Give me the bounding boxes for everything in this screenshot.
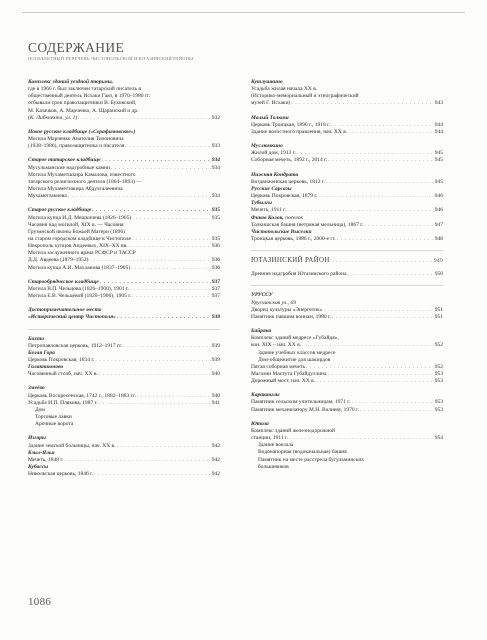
toc-entry[interactable] (28, 471, 220, 478)
toc-block (251, 328, 443, 385)
toc-entry[interactable] (251, 364, 443, 371)
toc-entry[interactable] (28, 165, 220, 172)
toc-heading-entry[interactable] (28, 207, 220, 214)
toc-heading: Старообрядческое кладбище (28, 278, 99, 285)
toc-entry[interactable] (251, 236, 443, 243)
toc-entry[interactable] (28, 257, 220, 264)
toc-entry[interactable] (251, 122, 443, 129)
toc-page-number: 953 (434, 406, 443, 413)
toc-entry-title: Могила В.П. Чельцова (1826–1900), 1901 г. (28, 285, 129, 292)
toc-block (251, 271, 443, 278)
toc-heading-entry[interactable] (28, 157, 220, 164)
toc-block (28, 79, 220, 122)
toc-entry[interactable] (251, 222, 443, 229)
toc-subitem: Дом-общежитие для шакирдов (258, 356, 331, 363)
toc-entry-title: Мечеть, 1911 г. (251, 207, 287, 214)
toc-entry-title: Пятая соборная мечеть (251, 363, 306, 370)
toc-entry-title: Могила купца И.Д. Мешкичева (1826–1905) (28, 214, 132, 221)
toc-entry-title: (К. Либкнехта, ул. 1) (28, 114, 78, 121)
toc-entry-title: Магазин Мастута Губайдуллина (251, 371, 327, 377)
toc-heading: Тубылгы (251, 200, 272, 207)
toc-entry[interactable] (28, 343, 220, 350)
toc-heading: Змеёво (28, 385, 45, 392)
top-rule (22, 12, 465, 13)
toc-entry-title: Мечеть, 1848 г. (28, 456, 64, 463)
toc-page-number: 934 (211, 193, 220, 200)
toc-entry[interactable] (28, 115, 220, 122)
toc-entry-title: Соборная мечеть, 1892 г., 2014 г. (251, 157, 328, 164)
toc-heading: Белая Гора (28, 349, 55, 356)
toc-heading: Чистопольские Выселки (251, 228, 312, 235)
toc-entry[interactable] (28, 393, 220, 400)
toc-block (28, 385, 220, 428)
toc-subitem: Здание учебных классов медресе (258, 349, 336, 356)
toc-page-number: 937 (211, 285, 220, 292)
toc-entry[interactable] (251, 179, 443, 186)
toc-subitem: Арочные ворота (35, 421, 74, 428)
toc-page-number: 943 (434, 100, 443, 107)
toc-entry[interactable] (251, 435, 443, 442)
toc-page-number: 953 (434, 371, 443, 377)
toc-heading: Новое русское кладбище («Серафимовское») (28, 128, 136, 135)
toc-page-number: 940 (211, 392, 220, 399)
toc-entry[interactable] (251, 378, 443, 385)
toc-entry-title: Памятник павшим воинам, 1980 г. (251, 313, 332, 320)
toc-heading: Каракашлы (251, 392, 280, 399)
toc-page-number: 951 (434, 306, 443, 313)
toc-page-number: 942 (211, 471, 220, 478)
toc-block (28, 336, 220, 379)
region-title: ЮТАЗИНСКИЙ РАЙОН (251, 256, 330, 265)
toc-page-number: 937 (211, 278, 220, 285)
toc-page-number: 954 (434, 435, 443, 442)
toc-subitem: Памятник на месте расстрела бугульминских (258, 456, 365, 463)
toc-entry[interactable] (28, 193, 220, 200)
toc-entry[interactable] (251, 207, 443, 214)
toc-entry-title: Дворец культуры «Энергетик» (251, 306, 323, 313)
toc-page-number: 946 (434, 193, 443, 200)
toc-heading: Русские Сарсазы (251, 185, 292, 192)
toc-page-number: 945 (434, 178, 443, 185)
toc-left-column (28, 79, 220, 485)
toc-entry-title: музей Г. Исхаки) (251, 100, 291, 107)
toc-block (28, 129, 220, 150)
toc-heading-suffix: поселок (283, 214, 304, 221)
toc-line: отбывали срок правозащитники В. Буковский, (28, 100, 137, 107)
toc-entry-title: Некрополь купцов Андеевых, XIX–XX вв. (28, 243, 128, 250)
toc-page-number: 952 (434, 363, 443, 370)
toc-heading: Изгары (28, 435, 46, 442)
toc-line: М. Казачков, А. Марченко, А. Щаранский и др. (28, 107, 139, 114)
toc-page-number: 953 (434, 378, 443, 385)
toc-page-number: 946 (434, 207, 443, 214)
toc-entry-title: на старом городском кладбище в Чистополе (28, 235, 131, 242)
toc-heading: Ютаза (251, 420, 269, 427)
toc-entry-title: Церковь Покровская, 1879 г. (251, 193, 318, 200)
toc-line: (Историко-мемориальный и этнографический (251, 93, 359, 100)
toc-page-number: 933 (211, 143, 220, 150)
toc-page-number: 948 (434, 235, 443, 242)
toc-block (28, 307, 220, 321)
toc-entry-title: Памятник сельским учительницам, 1971 г. (251, 399, 351, 406)
toc-entry-title: Мухаметзакиева (28, 193, 67, 200)
toc-entry-title: Памятник механизатору М.Н. Валиеву, 1970 г. (251, 406, 359, 413)
toc-heading (251, 215, 443, 222)
toc-line: татарского религиозного деятеля (1864–1893) — (28, 178, 142, 185)
toc-block (251, 392, 443, 413)
toc-entry[interactable] (28, 215, 220, 222)
toc-entry-title: Церковь Покровская, 1834 г. (28, 357, 95, 363)
toc-page-number: 936 (211, 264, 220, 271)
toc-block (251, 172, 443, 244)
toc-line: Усадьба жилая начала XX в. (251, 86, 318, 93)
toc-page-number: 942 (211, 442, 220, 449)
toc-heading: Комплекс зданий уездной тюрьмы, (28, 79, 114, 85)
toc-page-number: 936 (211, 243, 220, 250)
toc-entry[interactable] (251, 307, 443, 314)
toc-heading: Муслюмкино (251, 143, 283, 150)
toc-line: где в 1966 г. был заключен татарский писатель и (28, 86, 142, 93)
toc-entry[interactable] (251, 157, 443, 164)
toc-entry-title: Здание волостного правления, нач. XX в. (251, 128, 348, 135)
toc-page-number: 944 (434, 128, 443, 135)
toc-entry-title: Никольская церковь, 1846 г. (28, 471, 94, 478)
toc-line: общественный деятель Исхаки Гаяз, в 1970–1980 гг. (28, 93, 151, 100)
toc-entry[interactable] (28, 400, 220, 407)
toc-block (251, 79, 443, 108)
toc-entry-title: (1938–1986), правозащитника и писателя (28, 143, 125, 150)
toc-line: Урусчинская ул., 69 (251, 299, 296, 306)
toc-page-number: 937 (211, 293, 220, 300)
toc-page-number: 941 (211, 399, 220, 406)
section-divider (251, 250, 443, 251)
toc-block (251, 115, 443, 136)
toc-line: Могила Мухаметшкира Камалова, известного (28, 171, 136, 178)
toc-entry[interactable] (28, 286, 220, 293)
toc-entry-title: Часовенный столб, нач. XX в. (28, 371, 98, 378)
toc-entry[interactable] (28, 293, 220, 300)
toc-page-number: 939 (211, 357, 220, 363)
toc-right-column (251, 79, 443, 478)
toc-page-number: 932 (211, 114, 220, 121)
toc-entry[interactable] (251, 271, 443, 278)
toc-heading: Достопримечательное место (28, 307, 102, 314)
toc-entry-title: «Исторический центр Чистополя» (28, 314, 116, 321)
page-subtitle: ПООБЪЕКТНЫЙ ПЕРЕЧЕНЬ ЧИСТОПОЛЬСКОЙ И ЮТАЗИНСКИЙ РАЙОНЫ (28, 56, 194, 61)
toc-block (28, 207, 220, 271)
toc-entry[interactable] (28, 243, 220, 250)
toc-heading-text: Фиков Колок, (251, 214, 284, 221)
toc-page-number: 934 (211, 157, 220, 164)
toc-entry-title: Церковь Воскресенская, 1742 г., 1882–1883 гг. (28, 392, 136, 399)
toc-page-number: 940 (211, 371, 220, 378)
toc-heading: УРУССУ (251, 292, 273, 299)
toc-page-number: 951 (434, 313, 443, 320)
toc-entry-title: Троицкая церковь, 1886 г., 2000-е гг. (251, 235, 336, 242)
toc-line: Комплекс зданий железнодорожной (251, 427, 335, 434)
region-header[interactable] (251, 257, 443, 265)
toc-heading: Кзыл-Яльи (28, 449, 55, 456)
toc-entry-title: Могила купца А.И. Махланова (1837–1905) (28, 264, 131, 271)
toc-page-number: 950 (434, 271, 443, 278)
toc-entry[interactable] (28, 236, 220, 243)
toc-page-number: 945 (434, 157, 443, 164)
toc-entry[interactable] (28, 443, 220, 450)
toc-heading: Бахта (28, 335, 45, 342)
toc-heading: Нижняя Кондрата (251, 171, 299, 178)
toc-entry-title: кон. XIX – нач. XX в. (251, 342, 302, 349)
toc-entry-title: Толкишская башня (ветряная мельница), 1867 г. (251, 221, 364, 228)
toc-heading: Старое татарское кладбище (28, 157, 101, 164)
toc-entry-title: Здание земской больницы, нач. XX в. (28, 442, 116, 449)
toc-page-number: 938 (211, 314, 220, 321)
toc-page-number: 945 (434, 150, 443, 157)
toc-block (251, 292, 443, 321)
toc-line: Грузинской иконы Божьей Матери (1896) (28, 228, 125, 235)
toc-heading: Малый Толкиш (251, 114, 289, 121)
toc-page-number: 953 (434, 399, 443, 406)
toc-block (28, 435, 220, 478)
section-divider (28, 329, 220, 330)
toc-subitem: Водонапорная (водокачальная) башня (258, 449, 347, 456)
toc-page-number: 935 (211, 207, 220, 214)
toc-entry[interactable] (251, 314, 443, 321)
toc-entry-title: Древние надгробия Ютазинского района (251, 271, 347, 278)
toc-heading-entry[interactable] (28, 314, 220, 321)
toc-entry[interactable] (251, 407, 443, 414)
toc-line: Могила Марченко Анатолия Тихоновича (28, 136, 124, 143)
toc-entry[interactable] (28, 265, 220, 272)
toc-page-number: 942 (211, 456, 220, 463)
toc-block (28, 279, 220, 300)
toc-entry[interactable] (251, 342, 443, 349)
toc-entry-title: Д.Д. Авдеева (1879–1952) (28, 257, 89, 264)
toc-entry-title: станции, 1911 г. (251, 435, 289, 442)
toc-entry-title: Дорожный мост, нач. XX в. (251, 378, 316, 385)
toc-entry[interactable] (28, 357, 220, 364)
toc-entry-title: Жилой дом, 1913 г. (251, 150, 296, 157)
toc-subitem: Дом (35, 406, 45, 413)
toc-page-number: 944 (434, 121, 443, 128)
toc-entry[interactable] (28, 457, 220, 464)
toc-page-number: 935 (211, 214, 220, 221)
toc-page-number: 936 (211, 257, 220, 264)
toc-heading: Кубассы (28, 464, 49, 471)
toc-entry[interactable] (251, 193, 443, 200)
toc-entry-title: Церковь Троицкая, 1890 г., 1918 г. (251, 121, 331, 128)
toc-heading: Старое русское кладбище (28, 207, 92, 214)
toc-entry[interactable] (251, 129, 443, 136)
toc-subitem: большевиков (258, 463, 289, 470)
toc-page-number: 952 (434, 342, 443, 349)
toc-page-number: 935 (211, 235, 220, 242)
toc-entry[interactable] (28, 143, 220, 150)
toc-entry[interactable] (251, 100, 443, 107)
toc-page-number: 934 (211, 164, 220, 171)
toc-entry-title: Усадьба И.П. Плякова, 1887 г. (28, 399, 98, 406)
toc-block (251, 143, 443, 164)
toc-entry-title: Петропавловская церковь, 1912–1917 гг. (28, 342, 123, 349)
toc-heading: Кутлушкино (251, 79, 283, 85)
toc-line: Могила заслуженного врача РСФСР и ТАССР (28, 250, 136, 257)
toc-heading: Байряка (251, 328, 272, 335)
page-title: СОДЕРЖАНИЕ (28, 40, 125, 55)
toc-block (28, 157, 220, 200)
toc-entry-title: Мусульманские надгробные камни (28, 164, 110, 171)
toc-page-number: 949 (433, 258, 443, 265)
toc-heading: Галактионово (28, 364, 64, 371)
toc-subitem: Здание вокзала (258, 442, 294, 449)
toc-subitem: Торговые лавки (35, 414, 72, 421)
toc-entry[interactable] (28, 371, 220, 378)
toc-entry-title: Могила Е.В. Чельцевой (1820–1906), 1905 г. (28, 293, 132, 300)
toc-entry-title: Воздвиженская церковь, 1812 г. (251, 178, 325, 185)
section-divider (251, 285, 443, 286)
page-number: 1086 (28, 596, 52, 608)
toc-entry[interactable] (251, 399, 443, 406)
toc-page-number: 939 (211, 342, 220, 349)
toc-line: Могила Мухаметзакира Абдулгалеевича (28, 186, 123, 193)
toc-heading-entry[interactable] (28, 279, 220, 286)
toc-line: Комплекс зданий медресе «Губайдя», (251, 335, 339, 342)
toc-block (251, 421, 443, 471)
toc-line: Часовня над могилой, XIX в. — Часовня (28, 221, 124, 228)
toc-page-number: 947 (434, 221, 443, 228)
